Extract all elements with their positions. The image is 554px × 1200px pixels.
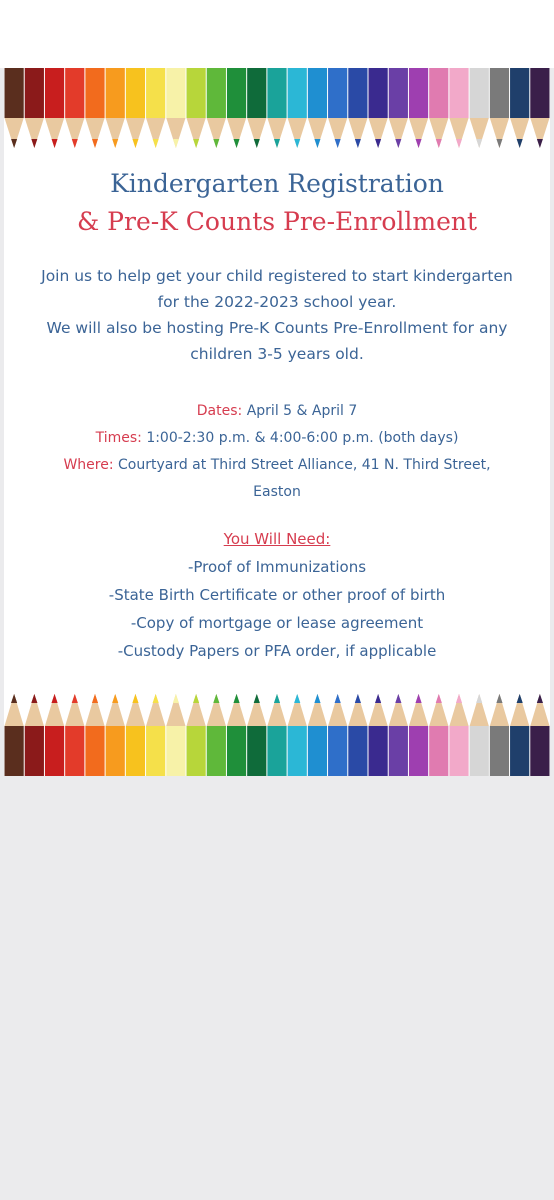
pencil-body [530, 68, 549, 118]
pencil [85, 68, 104, 148]
pencil [126, 694, 145, 776]
pencil-body [308, 68, 327, 118]
pencil-tip [395, 139, 401, 148]
pencil-tip [234, 694, 240, 703]
pencil-body [187, 726, 206, 776]
pencil-tip [72, 139, 78, 148]
pencil [449, 68, 468, 148]
event-details [4, 398, 550, 506]
pencil [207, 694, 226, 776]
pencil [389, 68, 408, 148]
pencil [530, 68, 549, 148]
pencil [45, 694, 64, 776]
pencil [187, 694, 206, 776]
pencil-tip [375, 694, 381, 703]
pencil-body [5, 68, 24, 118]
pencil [5, 694, 24, 776]
pencil-tip [456, 694, 462, 703]
pencil-body [25, 726, 44, 776]
requirement-item: -State Birth Certificate or other proof of birth [108, 586, 446, 604]
pencil-body [470, 68, 489, 118]
pencil-tip [31, 694, 37, 703]
pencil-tip [72, 694, 78, 703]
pencil-body [510, 726, 529, 776]
pencil-body [166, 68, 185, 118]
pencil [328, 68, 347, 148]
pencil-tip [52, 694, 58, 703]
pencil [247, 694, 266, 776]
where-label: Where: [63, 457, 114, 473]
pencil-tip [153, 139, 159, 148]
pencil-body [429, 726, 448, 776]
pencil-tip [213, 139, 219, 148]
pencil [166, 694, 185, 776]
pencil [449, 694, 468, 776]
dates-value: April 5 & April 7 [246, 403, 358, 419]
pencil-body [369, 68, 388, 118]
pencil [348, 68, 367, 148]
pencil-body [85, 726, 104, 776]
pencil-tip [314, 139, 320, 148]
pencil-tip [193, 139, 199, 148]
pencil-body [65, 68, 84, 118]
pencil [65, 68, 84, 148]
pencil [288, 68, 307, 148]
pencil [146, 68, 165, 148]
pencil-tip [213, 694, 219, 703]
pencil-tip [153, 694, 159, 703]
requirement-item: -Copy of mortgage or lease agreement [130, 614, 424, 632]
where-value: Courtyard at Third Street Alliance, 41 N. Third Street, [118, 457, 491, 473]
pencil [470, 68, 489, 148]
pencil-tip [112, 139, 118, 148]
pencil-tip [112, 694, 118, 703]
top-band [0, 0, 554, 68]
where-value-continued: Easton [253, 484, 301, 500]
pencil-body [207, 726, 226, 776]
pencil [106, 694, 125, 776]
pencil-body [106, 726, 125, 776]
dates-row [4, 398, 550, 425]
pencil-body [126, 68, 145, 118]
pencil [227, 694, 246, 776]
pencil-tip [254, 139, 260, 148]
pencil-body [25, 68, 44, 118]
pencil [530, 694, 549, 776]
pencil [267, 68, 286, 148]
times-value: 1:00-2:30 p.m. & 4:00-6:00 p.m. (both days) [146, 430, 459, 446]
pencil-tip [335, 694, 341, 703]
pencil-body [429, 68, 448, 118]
pencil-tip [92, 139, 98, 148]
pencil-tip [274, 694, 280, 703]
pencil [166, 68, 185, 148]
pencil-body [470, 726, 489, 776]
pencil-tip [517, 694, 523, 703]
intro-line: We will also be hosting Pre-K Counts Pre-Enrollment for any [46, 319, 508, 337]
pencil [247, 68, 266, 148]
pencil-tip [132, 694, 138, 703]
pencil [389, 694, 408, 776]
pencil-body [207, 68, 226, 118]
pencil [369, 68, 388, 148]
pencil-body [45, 726, 64, 776]
pencil-body [247, 726, 266, 776]
pencil [348, 694, 367, 776]
pencil [490, 694, 509, 776]
pencil-border-bottom [4, 686, 550, 776]
pencil-body [126, 726, 145, 776]
pencil-body [389, 726, 408, 776]
flyer [4, 68, 550, 776]
pencil-body [5, 726, 24, 776]
pencil-body [65, 726, 84, 776]
pencil [409, 68, 428, 148]
pencil-tip [517, 139, 523, 148]
pencil [267, 694, 286, 776]
pencil-body [348, 726, 367, 776]
pencil [45, 68, 64, 148]
pencil-body [45, 68, 64, 118]
pencil-tip [355, 694, 361, 703]
pencil-tip [254, 694, 260, 703]
intro-text [4, 263, 550, 367]
pencil-tip [274, 139, 280, 148]
requirements-title: You Will Need: [223, 530, 331, 548]
pencil-body [409, 68, 428, 118]
pencil-tip [335, 139, 341, 148]
pencil [308, 694, 327, 776]
pencil-body [328, 68, 347, 118]
pencil-tip [314, 694, 320, 703]
pencil [429, 68, 448, 148]
pencil-body [288, 68, 307, 118]
pencil-body [328, 726, 347, 776]
times-row [4, 425, 550, 452]
pencil [510, 694, 529, 776]
pencil [85, 694, 104, 776]
pencil-body [449, 726, 468, 776]
intro-line: for the 2022-2023 school year. [157, 293, 397, 311]
pencil-tip [416, 139, 422, 148]
pencil-tip [11, 139, 17, 148]
pencil [328, 694, 347, 776]
pencil-tip [193, 694, 199, 703]
pencil-tip [456, 139, 462, 148]
pencil-tip [52, 139, 58, 148]
pencil-tip [476, 694, 482, 703]
pencil [146, 694, 165, 776]
pencil-body [267, 68, 286, 118]
pencil-tip [173, 694, 179, 703]
pencil-tip [496, 694, 502, 703]
dates-label: Dates: [196, 403, 243, 419]
pencil-body [449, 68, 468, 118]
pencil [510, 68, 529, 148]
pencil-tip [294, 694, 300, 703]
pencil-body [288, 726, 307, 776]
pencil-body [308, 726, 327, 776]
pencil-tip [537, 139, 543, 148]
pencil-body [530, 726, 549, 776]
pencil-body [490, 68, 509, 118]
intro-line: children 3-5 years old. [190, 345, 364, 363]
pencil [25, 694, 44, 776]
pencil [25, 68, 44, 148]
pencil-tip [92, 694, 98, 703]
pencil-body [85, 68, 104, 118]
pencil-body [146, 68, 165, 118]
pencil-tip [436, 139, 442, 148]
pencil-tip [436, 694, 442, 703]
pencil-body [409, 726, 428, 776]
pencil-tip [395, 694, 401, 703]
pencil-body [348, 68, 367, 118]
title-pre-k-counts: & Pre-K Counts Pre-Enrollment [76, 207, 478, 236]
pencil-body [369, 726, 388, 776]
pencil [106, 68, 125, 148]
pencil-border-top [4, 68, 550, 158]
pencil [227, 68, 246, 148]
pencil-tip [476, 139, 482, 148]
pencil-body [227, 726, 246, 776]
pencil-tip [173, 139, 179, 148]
pencil-tip [496, 139, 502, 148]
pencil-body [247, 68, 266, 118]
requirement-item: -Proof of Immunizations [187, 558, 367, 576]
pencil-body [510, 68, 529, 118]
pencil-tip [375, 139, 381, 148]
requirements-list [4, 525, 550, 665]
pencil [187, 68, 206, 148]
pencil-tip [31, 139, 37, 148]
pencil-tip [234, 139, 240, 148]
pencil-body [106, 68, 125, 118]
pencil-tip [416, 694, 422, 703]
pencil [490, 68, 509, 148]
title-kindergarten-registration: Kindergarten Registration [110, 169, 444, 198]
pencil [65, 694, 84, 776]
pencil [5, 68, 24, 148]
pencil [429, 694, 448, 776]
requirement-item: -Custody Papers or PFA order, if applicable [117, 642, 437, 660]
pencil-body [187, 68, 206, 118]
pencil-body [146, 726, 165, 776]
pencil [126, 68, 145, 148]
pencil-tip [294, 139, 300, 148]
pencil-tip [355, 139, 361, 148]
pencil [470, 694, 489, 776]
pencil-body [490, 726, 509, 776]
times-label: Times: [95, 430, 142, 446]
pencil [409, 694, 428, 776]
pencil-tip [537, 694, 543, 703]
pencil-body [227, 68, 246, 118]
pencil-tip [11, 694, 17, 703]
intro-line: Join us to help get your child registered to start kindergarten [41, 267, 513, 285]
pencil-body [166, 726, 185, 776]
pencil [207, 68, 226, 148]
pencil-body [267, 726, 286, 776]
pencil-tip [132, 139, 138, 148]
pencil [288, 694, 307, 776]
pencil [369, 694, 388, 776]
where-row [4, 452, 550, 479]
pencil-body [389, 68, 408, 118]
pencil [308, 68, 327, 148]
